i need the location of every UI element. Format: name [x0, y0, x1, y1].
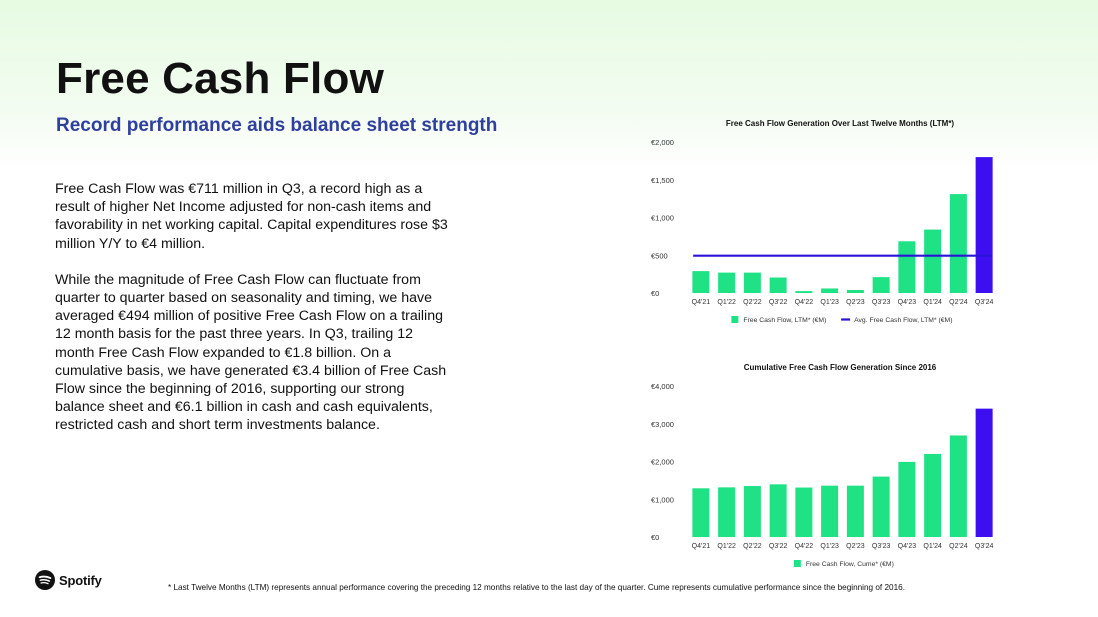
- bar: [718, 273, 735, 293]
- bar: [744, 486, 761, 537]
- bar: [770, 484, 787, 537]
- page-title: Free Cash Flow: [56, 54, 384, 103]
- spotify-icon: [35, 570, 55, 590]
- bar: [950, 435, 967, 537]
- cumulative-fcf-chart-svg: [640, 358, 1020, 573]
- x-tick-label: Q2'23: [846, 299, 865, 306]
- bar: [718, 487, 735, 537]
- x-tick-label: Q1'24: [923, 543, 942, 550]
- bar: [898, 462, 915, 537]
- y-tick-label: €2,000: [651, 457, 674, 467]
- x-tick-label: Q1'23: [820, 543, 839, 550]
- bar: [821, 486, 838, 537]
- bar: [847, 290, 864, 293]
- paragraph-2: While the magnitude of Free Cash Flow can fluctuate from quarter to quarter based on seasonality and timing, we have averaged €494 million of positive Free Cash Flow on a trailing 12 month basis for the past three years. In Q3, trailing 12 month Free Cash Flow expanded to €1.8 billion. On a cumulative basis, we have generated €3.4 billion of Free Cash Flow since the beginning of 2016, supporting our strong balance sheet and €6.1 billion in cash and cash equivalents, restricted cash and short term investments balance.: [55, 271, 447, 434]
- y-tick-label: €4,000: [651, 382, 674, 391]
- ltm-fcf-chart-svg: [640, 114, 1020, 329]
- x-tick-label: Q3'22: [768, 543, 788, 550]
- bar: [976, 157, 993, 293]
- bar: [847, 486, 864, 537]
- x-tick-label: Q1'22: [717, 299, 736, 306]
- x-tick-label: Q4'23: [897, 543, 917, 550]
- bar: [950, 194, 967, 293]
- bar: [795, 291, 812, 293]
- x-tick-label: Q4'21: [691, 543, 711, 550]
- bar: [770, 278, 787, 293]
- chart-title: Free Cash Flow Generation Over Last Twelve Months (LTM*): [725, 119, 955, 128]
- legend-swatch-bar: [731, 316, 738, 323]
- legend-swatch-bar: [794, 560, 801, 567]
- ltm-fcf-chart: [640, 114, 1020, 329]
- page-subtitle: Record performance aids balance sheet strength: [56, 115, 498, 136]
- y-tick-label: €1,000: [651, 213, 674, 223]
- legend-label: Avg. Free Cash Flow, LTM* (€M): [854, 317, 953, 324]
- bar: [692, 271, 709, 293]
- chart-title: Cumulative Free Cash Flow Generation Since 2016: [743, 363, 937, 372]
- x-tick-label: Q4'22: [794, 299, 814, 306]
- spotify-wordmark: Spotify: [59, 572, 102, 588]
- x-tick-label: Q2'22: [743, 299, 762, 306]
- legend-label: Free Cash Flow, Cume* (€M): [805, 561, 894, 568]
- x-tick-label: Q3'24: [974, 543, 994, 550]
- footnote: * Last Twelve Months (LTM) represents annual performance covering the preceding 12 months relative to the last day of the quarter. Cume represents cumulative performance since the beginning of 2016.: [168, 583, 905, 592]
- legend-label: Free Cash Flow, LTM* (€M): [743, 317, 827, 324]
- x-tick-label: Q4'22: [794, 543, 814, 550]
- bar: [692, 488, 709, 537]
- paragraph-1: Free Cash Flow was €711 million in Q3, a record high as a result of higher Net Income adjusted for non-cash items and favorability in net working capital. Capital expenditures rose $3 million Y/Y to €4 million.: [55, 181, 448, 252]
- x-tick-label: Q2'24: [949, 299, 968, 306]
- x-tick-label: Q2'24: [949, 543, 968, 550]
- bar: [821, 288, 838, 293]
- bar: [976, 409, 993, 537]
- cumulative-fcf-chart: [640, 358, 1020, 573]
- x-tick-label: Q3'22: [768, 299, 788, 306]
- bar: [795, 488, 812, 537]
- x-tick-label: Q3'23: [871, 299, 891, 306]
- x-tick-label: Q4'21: [691, 299, 711, 306]
- x-tick-label: Q4'23: [897, 299, 917, 306]
- y-tick-label: €0: [651, 289, 660, 298]
- bar: [873, 477, 890, 537]
- bar: [924, 230, 941, 293]
- spotify-logo: [35, 570, 102, 590]
- y-tick-label: €1,500: [651, 175, 674, 185]
- bar: [744, 273, 761, 293]
- y-tick-label: €3,000: [651, 419, 674, 429]
- x-tick-label: Q1'22: [717, 543, 736, 550]
- bar: [873, 277, 890, 293]
- x-tick-label: Q1'23: [820, 299, 839, 306]
- x-tick-label: Q2'23: [846, 543, 865, 550]
- x-tick-label: Q2'22: [743, 543, 762, 550]
- y-tick-label: €0: [651, 533, 660, 542]
- body-text: [55, 180, 450, 453]
- bar: [898, 241, 915, 293]
- x-tick-label: Q3'24: [974, 299, 994, 306]
- y-tick-label: €500: [651, 251, 668, 261]
- y-tick-label: €1,000: [651, 495, 674, 505]
- bar: [924, 454, 941, 537]
- x-tick-label: Q3'23: [871, 543, 891, 550]
- x-tick-label: Q1'24: [923, 299, 942, 306]
- y-tick-label: €2,000: [651, 138, 674, 147]
